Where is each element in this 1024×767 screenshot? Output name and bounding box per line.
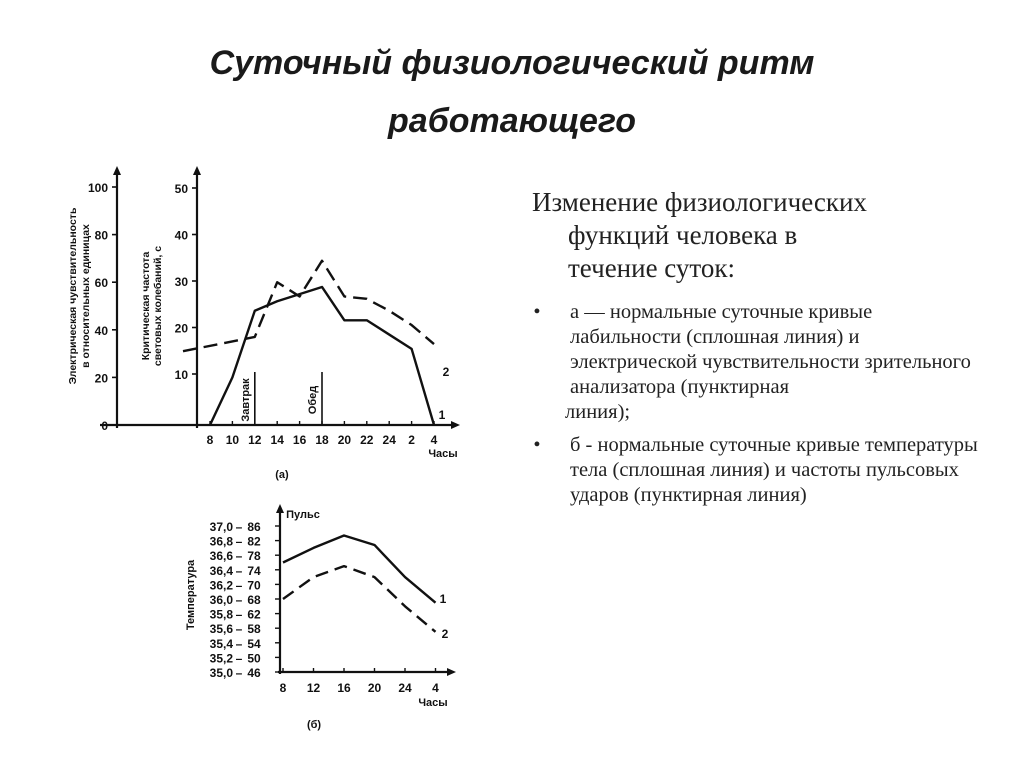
bullet-b-text: б - нормальные суточные кривые температуры тела (сплошная линия) и частоты пульсовых ударов (пунктирная линия)	[570, 434, 978, 506]
chart-b-temp-tick-label: 36,0	[209, 593, 233, 607]
chart-b-tick-dash: –	[235, 593, 243, 607]
chart-b-series-2-label: 2	[441, 627, 449, 641]
chart-b-pulse-tick-label: 58	[247, 622, 261, 637]
chart-a-left-tick-label: 20	[94, 371, 108, 386]
chart-b-x-tick-label: 24	[398, 681, 412, 695]
chart-b-x-tick-label: 8	[279, 681, 287, 695]
chart-a-breakfast-marker-label: Завтрак	[239, 378, 252, 422]
chart-b-pulse-tick-label: 54	[247, 636, 261, 651]
chart-b-x-tick-label: 12	[306, 681, 321, 695]
chart-b-pulse-tick-label: 78	[247, 549, 261, 564]
chart-b-temp-tick-label: 36,6	[209, 549, 233, 564]
chart-b-tick-dash: –	[235, 549, 243, 564]
bullet-a-text: а — нормальные суточные кривые лабильности (сплошная линия) и электрической чувствительности зрительного анализатора (пунктирная	[570, 301, 971, 398]
chart-a-x-tick-label: 10	[225, 433, 240, 447]
chart-a-x-tick-label: 18	[315, 433, 329, 447]
chart-a-xlabel: Часы	[428, 448, 458, 460]
chart-b-panel-label: (б)	[306, 719, 322, 731]
chart-a-left-tick-label: 100	[87, 181, 108, 195]
chart-b-tick-dash: –	[235, 578, 243, 593]
chart-a-left-axis-label-1: Электрическая чувствительность	[67, 207, 79, 385]
chart-b-temp-tick-label: 35,4	[209, 636, 233, 651]
chart-a-right-axis-label-2: световых колебаний, с	[152, 245, 164, 367]
chart-b-tick-dash: –	[235, 520, 243, 534]
chart-a-series-2-label: 2	[442, 365, 450, 379]
chart-b-pulse-tick-label: 70	[247, 578, 261, 593]
heading-line-2: функций человека в	[568, 220, 798, 250]
chart-b-tick-dash: –	[235, 563, 243, 578]
chart-b-x-tick-label: 16	[337, 681, 351, 695]
chart-b-pulse-label: Пульс	[286, 509, 320, 521]
chart-b-pulse-tick-label: 74	[247, 563, 261, 578]
heading-line-3: течение суток:	[568, 253, 735, 283]
chart-a-x-tick-label: 14	[270, 433, 284, 447]
chart-b-temp-tick-label: 35,2	[209, 651, 233, 666]
chart-a-series-2-line	[183, 261, 434, 351]
chart-a-right-tick-label: 50	[174, 182, 188, 196]
heading-line-1: Изменение физиологических	[532, 187, 867, 217]
chart-b-tick-dash: –	[235, 636, 243, 651]
chart-a-x-tick-label: 20	[337, 433, 352, 447]
chart-b-tick-dash: –	[235, 607, 243, 622]
chart-b-x-tick-label: 4	[432, 681, 439, 695]
chart-a-left-tick-label: 0	[101, 419, 108, 433]
chart-b-temp-tick-label: 37,0	[209, 520, 233, 534]
chart-a-x-tick-label: 22	[360, 433, 374, 447]
chart-a-x-tick-label: 24	[382, 433, 396, 447]
chart-b-xlabel: Часы	[418, 697, 448, 709]
chart-a-left-axis-label-2: в относительных единицах	[80, 224, 92, 368]
chart-b-pulse-tick-label: 86	[247, 520, 261, 534]
chart-a-right-tick-label: 40	[174, 228, 188, 243]
chart-b-temp-label: Температура	[185, 559, 197, 631]
chart-a-left-tick-label: 40	[94, 323, 108, 338]
chart-a-panel-label: (а)	[275, 469, 289, 481]
chart-b-pulse-tick-label: 68	[247, 593, 261, 607]
chart-b-tick-dash: –	[235, 651, 243, 666]
chart-a-left-tick-label: 80	[94, 228, 108, 243]
bullet-a-continuation: линия);	[565, 401, 631, 423]
chart-b-temp-tick-label: 35,6	[209, 622, 233, 637]
chart-a-right-tick-label: 20	[174, 321, 188, 336]
chart-a-right-tick-label: 30	[174, 275, 188, 289]
chart-b-temp-tick-label: 36,4	[209, 563, 233, 578]
bullet-dot-icon: •	[533, 434, 541, 456]
chart-b-temp-tick-label: 36,2	[209, 578, 233, 593]
slide-title-line-1: Суточный физиологический ритм	[209, 44, 815, 82]
chart-a-x-tick-label: 4	[430, 433, 438, 447]
chart-a-x-tick-label: 12	[248, 433, 262, 447]
chart-a-right-axis-label-1: Критическая частота	[140, 251, 152, 361]
chart-b-pulse-tick-label: 62	[247, 607, 261, 622]
chart-b-pulse-tick-label: 82	[247, 534, 261, 549]
chart-a-series-1-label: 1	[438, 408, 446, 422]
slide-title-line-2: работающего	[388, 102, 636, 140]
chart-b-temp-tick-label: 35,8	[209, 607, 233, 622]
bullet-dot-icon: •	[533, 301, 541, 323]
chart-a-x-tick-label: 2	[408, 433, 415, 447]
chart-b-pulse-tick-label: 50	[247, 651, 261, 666]
chart-b-x-tick-label: 20	[367, 681, 382, 695]
chart-b-temp-tick-label: 36,8	[209, 534, 233, 549]
chart-b-tick-dash: –	[235, 666, 243, 680]
chart-a-lunch-marker-label: Обед	[307, 385, 319, 415]
chart-b-series-1-label: 1	[439, 592, 447, 606]
chart-a-x-tick-label: 16	[292, 433, 307, 447]
chart-b-series-1-line	[283, 535, 436, 602]
chart-a-x-tick-label: 8	[206, 433, 214, 447]
chart-b-series-2-line	[283, 566, 436, 632]
chart-b-tick-dash: –	[235, 534, 243, 549]
chart-b-temp-tick-label: 35,0	[209, 666, 233, 680]
chart-a-left-tick-label: 60	[94, 276, 108, 291]
chart-b-pulse-tick-label: 46	[247, 666, 261, 680]
chart-a-right-tick-label: 10	[174, 368, 188, 382]
chart-b-tick-dash: –	[235, 622, 243, 637]
